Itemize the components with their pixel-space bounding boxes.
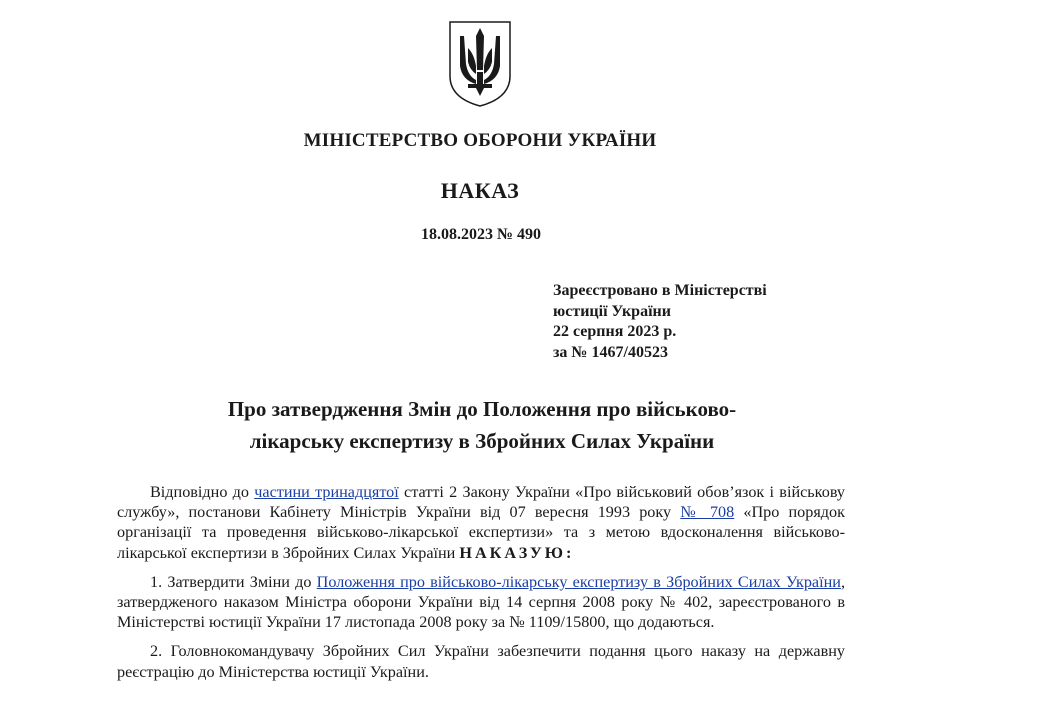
order-title: НАКАЗ bbox=[440, 178, 520, 203]
registration-line: за № 1467/40523 bbox=[553, 343, 668, 361]
registration-block bbox=[553, 281, 767, 363]
document-title-line: Про затвердження Змін до Положення про військово- bbox=[227, 397, 737, 421]
registration-line: юстиції України bbox=[553, 302, 671, 320]
preamble-paragraph bbox=[117, 482, 845, 563]
item-text: , затвердженого наказом Міністра оборони України від 14 серпня 2008 року № 402, зареєстрованого в Міністерстві юстиції України 17 листопада 2008 року за № 1109/15800, що додаються. bbox=[117, 572, 845, 632]
coat-of-arms-icon bbox=[446, 18, 514, 108]
regulation-link[interactable]: Положення про військово-лікарську експертизу в Збройних Силах України bbox=[316, 572, 841, 591]
item-paragraph: 2. Головнокомандувачу Збройних Сил України забезпечити подання цього наказу на державну реєстрацію до Міністерства юстиції України. bbox=[117, 642, 845, 681]
document-body bbox=[117, 482, 845, 691]
item-text: 1. Затвердити Зміни до bbox=[150, 572, 317, 591]
document-title-line: лікарську експертизу в Збройних Силах України bbox=[249, 429, 715, 453]
document-title bbox=[120, 393, 844, 457]
order-number: 18.08.2023 № 490 bbox=[420, 226, 542, 243]
law-part-link[interactable]: частини тринадцятої bbox=[254, 483, 399, 501]
preamble-text: статті 2 Закону України «Про військовий обов’язок і військову службу», постанови Кабінету Міністрів України від 07 вересня 1993 року bbox=[117, 483, 845, 522]
preamble-text: «Про порядок організації та проведення військово-лікарської експертизи» та з метою вдосконалення військово-лікарської експертизи в Збройних Силах України bbox=[117, 503, 845, 562]
order-word: НАКАЗУЮ: bbox=[459, 543, 575, 562]
preamble-text: Відповідно до bbox=[150, 483, 255, 501]
registration-line: Зареєстровано в Міністерстві bbox=[553, 282, 767, 299]
item-paragraph bbox=[117, 572, 845, 633]
resolution-708-link[interactable]: № 708 bbox=[680, 503, 735, 522]
ministry-name: МІНІСТЕРСТВО ОБОРОНИ УКРАЇНИ bbox=[303, 130, 657, 151]
registration-line: 22 серпня 2023 р. bbox=[553, 323, 677, 340]
